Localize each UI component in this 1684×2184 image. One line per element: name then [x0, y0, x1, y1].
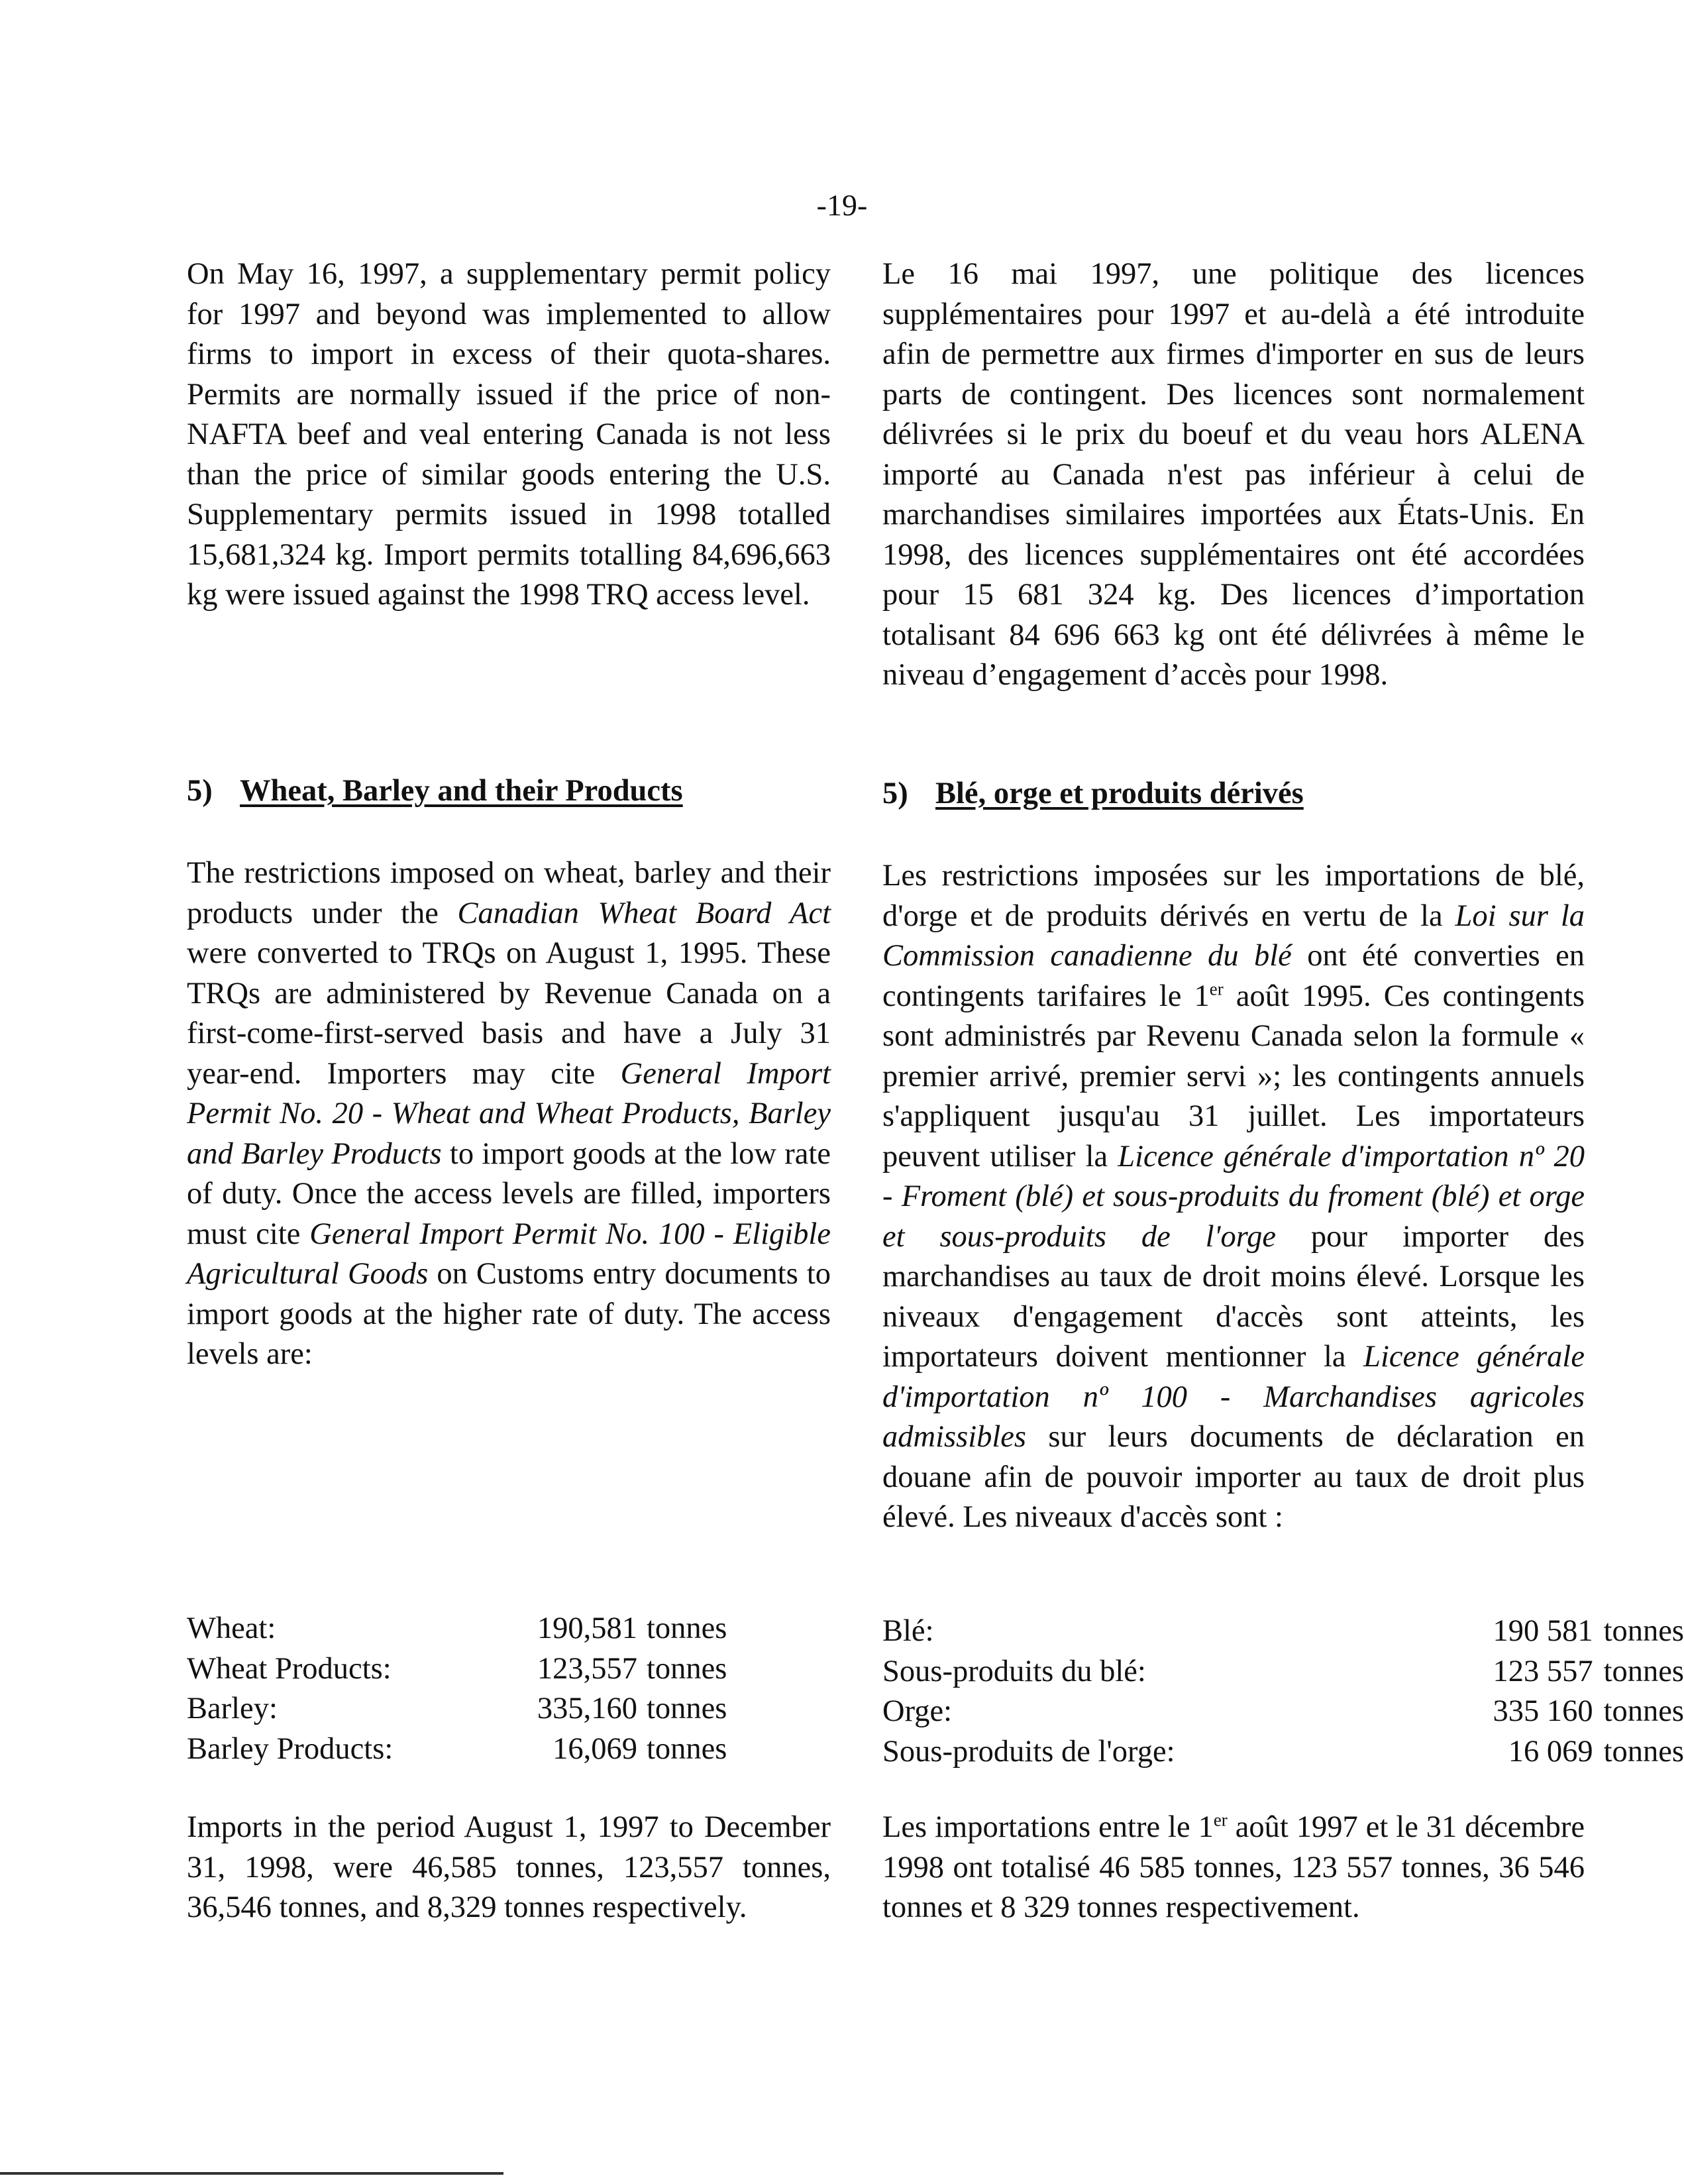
english-imports-paragraph: Imports in the period August 1, 1997 to December 31, 1998, were 46,585 tonnes, 123,557 tonnes, 36,546 tonnes, and 8,329 tonnes respectively.: [187, 1810, 831, 1924]
access-quantity: 123 557: [1493, 1654, 1593, 1688]
table-row: [187, 1609, 727, 1649]
access-quantity: 335 160: [1493, 1694, 1593, 1728]
french-imports-paragraph: [882, 1808, 1585, 1928]
access-quantity: 335,160: [537, 1692, 637, 1725]
access-label: Wheat Products:: [187, 1651, 392, 1686]
french-body-permit-20: Licence générale d'importation nº 20 - Froment (blé) et sous-produits du froment (blé) et orge et sous-produits de l'orge: [882, 1139, 1585, 1254]
access-unit: tonnes: [647, 1611, 727, 1645]
footer-rule: [0, 2172, 503, 2175]
access-label: Sous-produits de l'orge:: [882, 1734, 1175, 1769]
french-section-heading: [882, 774, 1585, 814]
english-body-act: Canadian Wheat Board Act: [457, 896, 831, 930]
french-body-paragraph: [882, 856, 1585, 1538]
english-body-text-3: to import goods at the low rate of duty. Once the access levels are filled, importers must cite: [187, 1136, 831, 1251]
french-intro-paragraph: Le 16 mai 1997, une politique des licences supplémentaires pour 1997 et au-delà a été introduite afin de permettre aux firmes d'importer en sus de leurs parts de contingent. Des licences sont normalement délivrées si le prix du boeuf et du veau hors ALENA importé au Canada n'est pas inférieur à celui de marchandises similaires importées aux États-Unis. En 1998, des licences supplémentaires ont été accordées pour 15 681 324 kg. Des licences d’importation totalisant 84 696 663 kg ont été délivrées à même le niveau d’engagement d’accès pour 1998.: [882, 257, 1585, 692]
table-row: [882, 1692, 1684, 1732]
access-label: Sous-produits du blé:: [882, 1654, 1146, 1688]
table-row: [882, 1732, 1684, 1773]
access-quantity: 190 581: [1493, 1614, 1593, 1648]
french-imports-text-2: août 1997 et le 31 décembre 1998 ont totalisé 46 585 tonnes, 123 557 tonnes, 36 546 tonnes et 8 329 tonnes respectivement.: [882, 1810, 1585, 1924]
french-body-text-1: Les restrictions imposées sur les importations de blé, d'orge et de produits dérivés en vertu de la: [882, 859, 1585, 933]
french-section-number: 5): [882, 777, 908, 810]
french-body-text-2a: ont été converties en contingents tarifaires le 1: [882, 939, 1585, 1013]
english-body-text-1: The restrictions imposed on wheat, barley and their products under the: [187, 856, 831, 930]
french-access-levels-table: [882, 1611, 1684, 1772]
access-unit: tonnes: [1603, 1654, 1684, 1688]
french-body-permit-100: Licence générale d'importation nº 100 - Marchandises agricoles admissibles: [882, 1340, 1585, 1454]
french-body: [882, 856, 1585, 1538]
english-access-levels-table: [187, 1609, 727, 1769]
english-body-text-2: were converted to TRQs on August 1, 1995. These TRQs are administered by Revenue Canada on a first-come-first-served basis and have a July 31 year-end. Importers may cite: [187, 936, 831, 1091]
table-row: [187, 1689, 727, 1729]
table-row: [882, 1611, 1684, 1652]
french-body-text-4: sur leurs documents de déclaration en douane afin de pouvoir importer au taux de droit plus élevé. Les niveaux d'accès sont :: [882, 1420, 1585, 1534]
access-unit: tonnes: [1603, 1694, 1684, 1728]
access-quantity: 123,557: [537, 1651, 637, 1686]
english-body-paragraph: [187, 853, 831, 1375]
french-body-superscript: er: [1209, 978, 1224, 999]
access-unit: tonnes: [647, 1692, 727, 1725]
table-row: [882, 1652, 1684, 1692]
access-quantity: 16,069: [553, 1731, 637, 1766]
english-section-title: Wheat, Barley and their Products: [240, 774, 683, 808]
french-body-act: Loi sur la Commission canadienne du blé: [882, 899, 1585, 973]
access-unit: tonnes: [647, 1731, 727, 1766]
table-row: [187, 1649, 727, 1690]
french-section-title: Blé, orge et produits dérivés: [935, 777, 1304, 810]
access-quantity: 190,581: [537, 1611, 637, 1645]
english-body-permit-20: General Import Permit No. 20 - Wheat and Wheat Products, Barley and Barley Products: [187, 1056, 831, 1171]
english-body-text-4: on Customs entry documents to import goods at the higher rate of duty. The access levels are:: [187, 1257, 831, 1371]
french-imports-text-1: Les importations entre le 1: [882, 1810, 1214, 1844]
page-number: -19-: [816, 188, 868, 222]
access-label: Orge:: [882, 1694, 953, 1728]
table-row: [187, 1729, 727, 1770]
access-label: Blé:: [882, 1614, 934, 1648]
access-quantity: 16 069: [1508, 1734, 1593, 1769]
french-body-text-2b: août 1995. Ces contingents sont administrés par Revenu Canada selon la formule « premier arrivé, premier servi »; les contingents annuels s'appliquent jusqu'au 31 juillet. Les importateurs peuvent utiliser la: [882, 979, 1585, 1174]
french-intro: [882, 254, 1585, 696]
access-unit: tonnes: [1603, 1614, 1684, 1648]
access-label: Barley Products:: [187, 1731, 394, 1766]
english-intro-paragraph: On May 16, 1997, a supplementary permit policy for 1997 and beyond was implemented to allow firms to import in excess of their quota-shares. Permits are normally issued if the price of non-NAFTA beef and veal entering Canada is not less than the price of similar goods entering the U.S. Supplementary permits issued in 1998 totalled 15,681,324 kg. Import permits totalling 84,696,663 kg were issued against the 1998 TRQ access level.: [187, 257, 831, 612]
french-imports-superscript: er: [1213, 1810, 1228, 1830]
english-body: [187, 853, 831, 1375]
french-imports: [882, 1808, 1585, 1928]
english-body-permit-100: General Import Permit No. 100 - Eligible Agricultural Goods: [187, 1217, 831, 1291]
english-intro: [187, 254, 831, 616]
english-section-heading: [187, 771, 831, 812]
access-label: Barley:: [187, 1692, 278, 1725]
access-unit: tonnes: [1603, 1734, 1684, 1769]
english-imports: [187, 1808, 831, 1928]
english-section-number: 5): [187, 774, 213, 808]
access-label: Wheat:: [187, 1611, 276, 1645]
access-unit: tonnes: [647, 1651, 727, 1686]
french-body-text-3: pour importer des marchandises au taux de droit moins élevé. Lorsque les niveaux d'engagement d'accès sont atteints, les importateurs doivent mentionner la: [882, 1219, 1585, 1374]
